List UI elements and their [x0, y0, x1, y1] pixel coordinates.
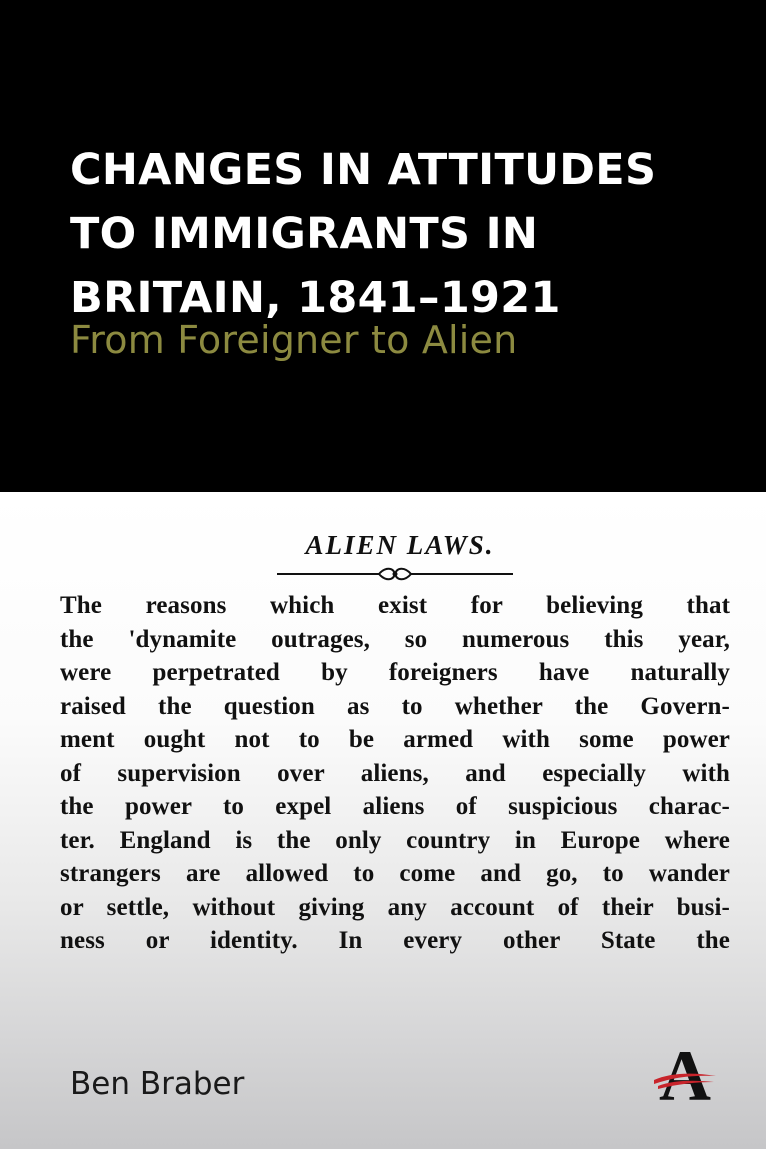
clipping-line: the power to expel aliens of suspicious charac- — [60, 793, 730, 820]
ornament-rule-icon — [275, 567, 515, 581]
title-line-1: CHANGES IN ATTITUDES — [70, 145, 657, 195]
title-band — [0, 0, 766, 492]
clipping-line: The reasons which exist for believing that — [60, 592, 730, 619]
clipping-line: ment ought not to be armed with some power — [60, 726, 730, 753]
publisher-logo-letter: A — [659, 1040, 711, 1104]
clipping-line: the 'dynamite outrages, so numerous this year, — [60, 625, 730, 653]
title-line-2: TO IMMIGRANTS IN — [70, 209, 539, 259]
clipping-line: ter. England is the only country in Europe where — [60, 826, 730, 854]
author-name: Ben Braber — [70, 1066, 245, 1102]
newspaper-clipping — [60, 530, 730, 958]
clipping-line: were perpetrated by foreigners have naturally — [60, 659, 730, 686]
book-title — [70, 138, 730, 330]
clipping-line: raised the question as to whether the Govern- — [60, 692, 730, 720]
publisher-logo-icon — [652, 1040, 718, 1104]
clipping-heading: ALIEN LAWS. — [305, 530, 495, 560]
book-subtitle: From Foreigner to Alien — [70, 318, 518, 362]
clipping-line: of supervision over aliens, and especially with — [60, 759, 730, 787]
clipping-line: ness or identity. In every other State the — [60, 927, 730, 954]
clipping-line: strangers are allowed to come and go, to wander — [60, 860, 730, 887]
title-line-3: BRITAIN, 1841–1921 — [70, 273, 561, 323]
clipping-line: or settle, without giving any account of their busi- — [60, 893, 730, 921]
clipping-body — [60, 589, 730, 958]
